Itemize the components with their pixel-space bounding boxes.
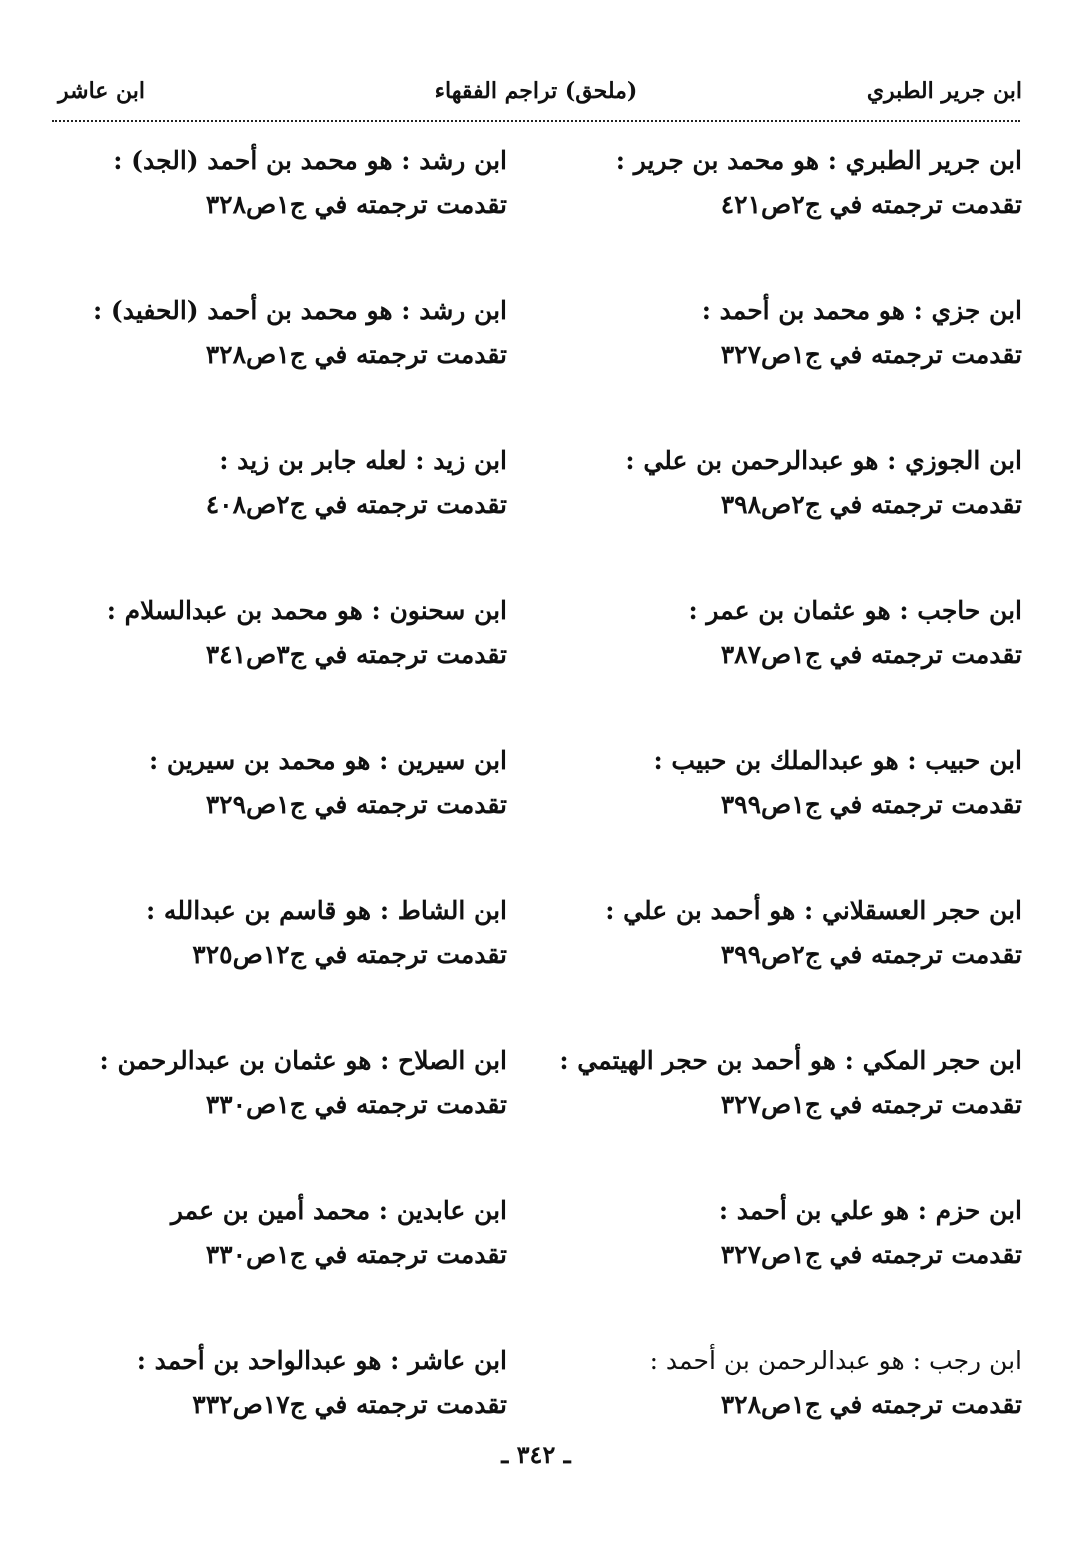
biography-entry [552, 1188, 1022, 1338]
header-right-title: ابن جرير الطبري [866, 78, 1022, 104]
entry-reference: تقدمت ترجمته في ج١ص٣٢٧ [720, 1240, 1022, 1269]
left-column [37, 138, 507, 1488]
entry-name: ابن الشاط : هو قاسم بن عبدالله : [146, 896, 507, 925]
entry-name: ابن الصلاح : هو عثمان بن عبدالرحمن : [99, 1046, 507, 1075]
biography-entry [37, 288, 507, 438]
entry-name: ابن رجب : هو عبدالرحمن بن أحمد : [649, 1346, 1022, 1375]
biography-entry [552, 138, 1022, 288]
entry-name: ابن حبيب : هو عبدالملك بن حبيب : [653, 746, 1022, 775]
biography-entry [37, 738, 507, 888]
header-center-title: (ملحق) تراجم الفقهاء [434, 78, 638, 104]
entry-reference: تقدمت ترجمته في ج٢ص٣٩٨ [720, 490, 1022, 519]
biography-entry [37, 1188, 507, 1338]
entry-reference: تقدمت ترجمته في ج١٢ص٣٢٥ [192, 940, 507, 969]
page-number: ـ ٣٤٢ ـ [501, 1440, 571, 1469]
biography-entry [552, 888, 1022, 1038]
entry-name: ابن حجر العسقلاني : هو أحمد بن علي : [605, 896, 1022, 925]
entry-reference: تقدمت ترجمته في ج٣ص٣٤١ [205, 640, 507, 669]
biography-entry [552, 588, 1022, 738]
biography-entry [552, 438, 1022, 588]
entry-reference: تقدمت ترجمته في ج١ص٣٣٠ [205, 1240, 507, 1269]
entry-reference: تقدمت ترجمته في ج١ص٣٢٩ [205, 790, 507, 819]
entry-name: ابن حزم : هو علي بن أحمد : [718, 1196, 1022, 1225]
entry-reference: تقدمت ترجمته في ج٢ص٤٢١ [720, 190, 1022, 219]
biography-entry [552, 288, 1022, 438]
biography-entry [37, 588, 507, 738]
entry-name: ابن سيرين : هو محمد بن سيرين : [148, 746, 507, 775]
entry-reference: تقدمت ترجمته في ج١ص٣٢٧ [720, 340, 1022, 369]
entry-name: ابن الجوزي : هو عبدالرحمن بن علي : [625, 446, 1022, 475]
entry-reference: تقدمت ترجمته في ج١٧ص٣٣٢ [192, 1390, 507, 1419]
entry-reference: تقدمت ترجمته في ج١ص٣٢٧ [720, 1090, 1022, 1119]
entry-name: ابن حاجب : هو عثمان بن عمر : [688, 596, 1022, 625]
entry-reference: تقدمت ترجمته في ج٢ص٣٩٩ [720, 940, 1022, 969]
running-header [50, 78, 1022, 118]
header-left-title: ابن عاشر [58, 78, 146, 104]
entry-reference: تقدمت ترجمته في ج١ص٣٢٨ [205, 190, 507, 219]
biography-entry [37, 888, 507, 1038]
biography-entry [552, 738, 1022, 888]
right-column [552, 138, 1022, 1488]
biography-entry [552, 1038, 1022, 1188]
entry-name: ابن عاشر : هو عبدالواحد بن أحمد : [136, 1346, 507, 1375]
biography-entry [37, 1038, 507, 1188]
entry-reference: تقدمت ترجمته في ج١ص٣٣٠ [205, 1090, 507, 1119]
entry-reference: تقدمت ترجمته في ج١ص٣٢٨ [720, 1390, 1022, 1419]
biography-entry [37, 438, 507, 588]
entry-reference: تقدمت ترجمته في ج١ص٣٩٩ [720, 790, 1022, 819]
entry-name: ابن سحنون : هو محمد بن عبدالسلام : [106, 596, 507, 625]
biography-entry [37, 138, 507, 288]
entry-name: ابن عابدين : محمد أمين بن عمر [170, 1196, 507, 1225]
entry-name: ابن رشد : هو محمد بن أحمد (الجد) : [113, 146, 507, 175]
entry-name: ابن جزي : هو محمد بن أحمد : [701, 296, 1022, 325]
entry-name: ابن رشد : هو محمد بن أحمد (الحفيد) : [92, 296, 507, 325]
entry-reference: تقدمت ترجمته في ج١ص٣٢٨ [205, 340, 507, 369]
entry-reference: تقدمت ترجمته في ج١ص٣٨٧ [720, 640, 1022, 669]
header-dotted-rule [52, 120, 1020, 122]
entry-name: ابن جرير الطبري : هو محمد بن جرير : [615, 146, 1022, 175]
entry-reference: تقدمت ترجمته في ج٢ص٤٠٨ [205, 490, 507, 519]
entry-name: ابن زيد : لعله جابر بن زيد : [219, 446, 507, 475]
entry-name: ابن حجر المكي : هو أحمد بن حجر الهيتمي : [559, 1046, 1022, 1075]
